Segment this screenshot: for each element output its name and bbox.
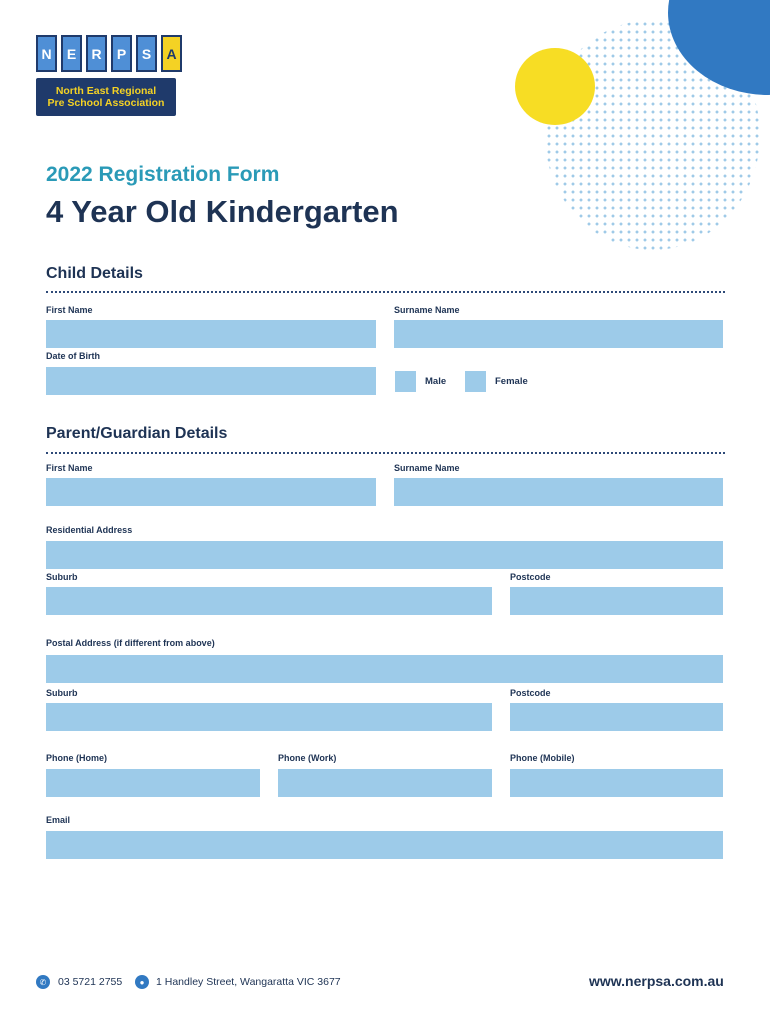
guardian-first-name-input[interactable] (46, 478, 376, 506)
yellow-circle-decoration (515, 48, 595, 125)
phone-home-input[interactable] (46, 769, 260, 797)
page-title: 4 Year Old Kindergarten (46, 194, 399, 229)
male-label: Male (425, 376, 447, 387)
residential-address-input[interactable] (46, 541, 723, 569)
footer-phone: 03 5721 2755 (58, 976, 123, 988)
phone-work-label: Phone (Work) (278, 753, 337, 763)
guardian-first-name-label: First Name (46, 463, 93, 473)
footer-website-link[interactable]: www.nerpsa.com.au (589, 973, 724, 989)
location-icon: ● (135, 975, 149, 989)
logo-letters (36, 35, 182, 72)
female-checkbox[interactable] (465, 371, 486, 392)
logo-letter: R (86, 35, 107, 72)
child-details-divider (46, 291, 725, 293)
suburb-input[interactable] (46, 587, 492, 615)
postcode-label: Postcode (510, 572, 551, 582)
logo-name-line2: Pre School Association (47, 97, 165, 109)
logo-letter: N (36, 35, 57, 72)
phone-work-input[interactable] (278, 769, 492, 797)
footer-address: 1 Handley Street, Wangaratta VIC 3677 (156, 976, 341, 988)
postal-suburb-label: Suburb (46, 688, 78, 698)
male-checkbox[interactable] (395, 371, 416, 392)
logo-name-line1: North East Regional (55, 85, 157, 97)
logo-letter: P (111, 35, 132, 72)
suburb-label: Suburb (46, 572, 78, 582)
logo-letter: S (136, 35, 157, 72)
postal-address-label: Postal Address (if different from above) (46, 638, 215, 648)
child-surname-input[interactable] (394, 320, 723, 348)
email-label: Email (46, 815, 71, 825)
postcode-input[interactable] (510, 587, 723, 615)
child-dob-input[interactable] (46, 367, 376, 395)
phone-icon: ✆ (36, 975, 50, 989)
child-first-name-input[interactable] (46, 320, 376, 348)
guardian-details-heading: Parent/Guardian Details (46, 425, 228, 442)
postal-address-input[interactable] (46, 655, 723, 683)
child-details-heading: Child Details (46, 265, 143, 282)
child-surname-label: Surname Name (394, 305, 460, 315)
postal-postcode-input[interactable] (510, 703, 723, 731)
guardian-surname-input[interactable] (394, 478, 723, 506)
child-first-name-label: First Name (46, 305, 93, 315)
form-year-title: 2022 Registration Form (46, 163, 280, 186)
female-label: Female (495, 376, 528, 387)
child-dob-label: Date of Birth (46, 351, 100, 361)
logo-letter: A (161, 35, 182, 72)
nerpsa-logo (36, 35, 176, 116)
phone-home-label: Phone (Home) (46, 753, 108, 763)
postal-suburb-input[interactable] (46, 703, 492, 731)
postal-postcode-label: Postcode (510, 688, 551, 698)
guardian-details-divider (46, 452, 725, 454)
residential-address-label: Residential Address (46, 525, 133, 535)
phone-mobile-label: Phone (Mobile) (510, 753, 575, 763)
logo-name-box (36, 78, 176, 116)
email-input[interactable] (46, 831, 723, 859)
phone-mobile-input[interactable] (510, 769, 723, 797)
logo-letter: E (61, 35, 82, 72)
guardian-surname-label: Surname Name (394, 463, 460, 473)
